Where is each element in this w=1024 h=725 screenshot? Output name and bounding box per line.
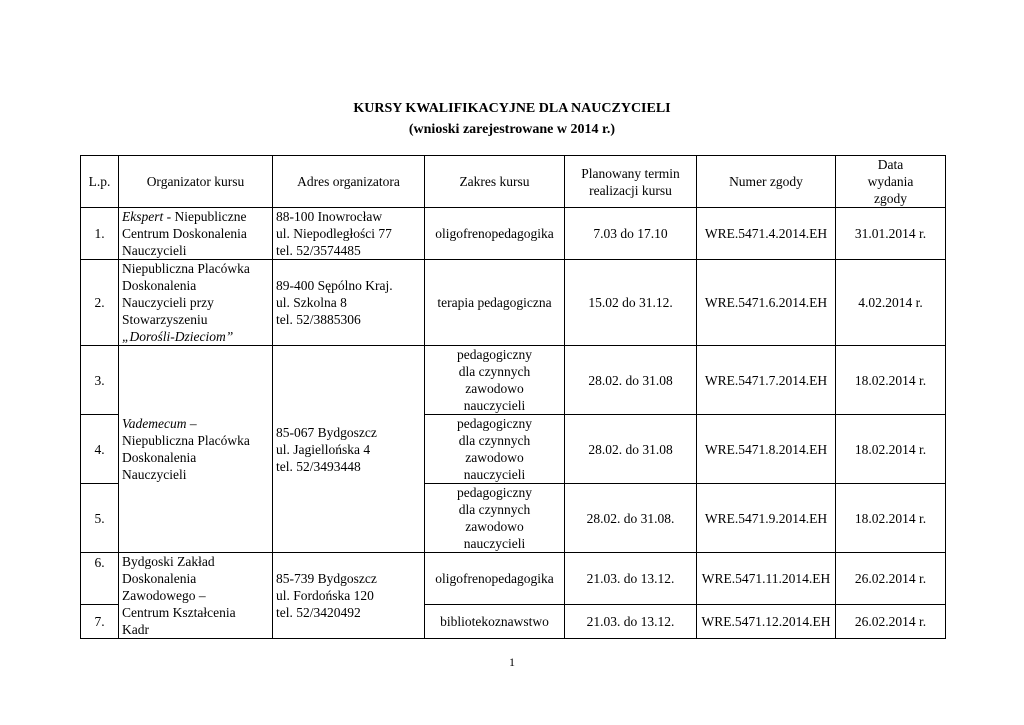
number-cell: WRE.5471.6.2014.EH (697, 260, 836, 346)
address-cell (273, 346, 425, 553)
number-cell: WRE.5471.12.2014.EH (697, 604, 836, 638)
scope-cell: terapia pedagogiczna (425, 260, 565, 346)
date-cell: 4.02.2014 r. (836, 260, 946, 346)
term-cell: 7.03 do 17.10 (565, 208, 697, 260)
scope-cell: bibliotekoznawstwo (425, 604, 565, 638)
header-date (836, 156, 946, 208)
header-organizer: Organizator kursu (119, 156, 273, 208)
organizer-rest: – (186, 416, 197, 431)
table-row (81, 346, 946, 415)
document-subtitle: (wnioski zarejestrowane w 2014 r.) (408, 122, 616, 137)
address-line: tel. 52/3885306 (276, 312, 361, 327)
organizer-italic: Ekspert (122, 209, 164, 224)
organizer-line: Centrum Kształcenia (122, 605, 236, 620)
page-number: 1 (509, 655, 515, 669)
scope-line: zawodowo (465, 450, 524, 465)
header-number: Numer zgody (697, 156, 836, 208)
organizer-line: Centrum Doskonalenia (122, 226, 247, 241)
scope-line: pedagogiczny (457, 347, 532, 362)
scope-line: pedagogiczny (457, 416, 532, 431)
header-date-line2: wydania (867, 174, 914, 189)
term-cell: 28.02. do 31.08 (565, 346, 697, 415)
row-lp: 4. (81, 415, 119, 484)
scope-line: dla czynnych (458, 433, 531, 448)
document-title: KURSY KWALIFIKACYJNE DLA NAUCZYCIELI (353, 101, 671, 116)
row-lp: 2. (81, 260, 119, 346)
row-lp: 1. (81, 208, 119, 260)
term-cell: 21.03. do 13.12. (565, 604, 697, 638)
header-address: Adres organizatora (273, 156, 425, 208)
row-lp: 5. (81, 484, 119, 553)
address-line: ul. Jagiellońska 4 (276, 441, 371, 457)
address-line: 85-739 Bydgoszcz (276, 571, 377, 586)
term-cell: 21.03. do 13.12. (565, 553, 697, 605)
scope-line: nauczycieli (463, 536, 526, 551)
address-cell (273, 553, 425, 639)
term-cell: 28.02. do 31.08. (565, 484, 697, 553)
number-cell: WRE.5471.7.2014.EH (697, 346, 836, 415)
address-line: 88-100 Inowrocław (276, 209, 383, 224)
date-cell: 31.01.2014 r. (836, 208, 946, 260)
address-line: tel. 52/3493448 (276, 458, 361, 474)
scope-cell (425, 415, 565, 484)
number-cell: WRE.5471.9.2014.EH (697, 484, 836, 553)
organizer-line: Kadr (122, 622, 149, 637)
header-term-line1: Planowany termin (581, 165, 680, 181)
organizer-line: Nauczycieli (122, 467, 187, 482)
address-line: 89-400 Sępólno Kraj. (276, 278, 393, 293)
date-cell: 18.02.2014 r. (836, 484, 946, 553)
address-cell (273, 260, 425, 346)
organizer-line: Stowarzyszeniu (122, 312, 208, 327)
scope-line: zawodowo (465, 519, 524, 534)
organizer-line: Nauczycieli przy (122, 295, 214, 310)
scope-line: nauczycieli (463, 467, 526, 482)
organizer-line: Doskonalenia (122, 278, 197, 293)
organizer-cell (119, 208, 273, 260)
address-line: ul. Szkolna 8 (276, 295, 347, 310)
table-header-row (81, 156, 946, 208)
table-row (81, 208, 946, 260)
date-cell: 26.02.2014 r. (836, 553, 946, 605)
address-line: tel. 52/3420492 (276, 605, 361, 620)
number-cell: WRE.5471.8.2014.EH (697, 415, 836, 484)
organizer-rest: - Niepubliczne (163, 209, 247, 224)
header-lp: L.p. (81, 156, 119, 208)
scope-cell: oligofrenopedagogika (425, 553, 565, 605)
organizer-cell (119, 346, 273, 553)
organizer-line: Zawodowego – (122, 588, 206, 603)
header-term-line2: realizacji kursu (589, 182, 672, 198)
scope-line: pedagogiczny (457, 485, 532, 500)
scope-line: dla czynnych (458, 502, 531, 517)
organizer-line: Niepubliczna Placówka (122, 261, 250, 276)
organizer-line: Nauczycieli (122, 243, 187, 258)
header-date-line3: zgody (874, 191, 907, 206)
courses-table (80, 155, 946, 639)
header-scope: Zakres kursu (425, 156, 565, 208)
date-cell: 26.02.2014 r. (836, 604, 946, 638)
scope-cell (425, 484, 565, 553)
header-term (565, 156, 697, 208)
number-cell: WRE.5471.4.2014.EH (697, 208, 836, 260)
term-cell: 15.02 do 31.12. (565, 260, 697, 346)
row-lp: 7. (81, 604, 119, 638)
address-line: ul. Niepodległości 77 (276, 226, 392, 241)
scope-cell: oligofrenopedagogika (425, 208, 565, 260)
organizer-line: Doskonalenia (122, 571, 197, 586)
row-lp: 6. (81, 553, 119, 605)
term-cell: 28.02. do 31.08 (565, 415, 697, 484)
organizer-cell (119, 260, 273, 346)
organizer-italic: Vademecum (122, 416, 187, 431)
table-row (81, 260, 946, 346)
date-cell: 18.02.2014 r. (836, 346, 946, 415)
address-line: 85-067 Bydgoszcz (276, 424, 377, 440)
scope-line: dla czynnych (458, 364, 531, 379)
address-line: tel. 52/3574485 (276, 243, 361, 258)
header-date-line1: Data (877, 157, 904, 172)
number-cell: WRE.5471.11.2014.EH (697, 553, 836, 605)
row-lp: 3. (81, 346, 119, 415)
date-cell: 18.02.2014 r. (836, 415, 946, 484)
address-cell (273, 208, 425, 260)
address-line: ul. Fordońska 120 (276, 588, 374, 603)
scope-line: zawodowo (465, 381, 524, 396)
organizer-line: Doskonalenia (122, 450, 197, 465)
scope-cell (425, 346, 565, 415)
organizer-cell (119, 553, 273, 639)
organizer-line: Niepubliczna Placówka (122, 433, 250, 448)
organizer-italic: „Dorośli-Dzieciom” (122, 329, 234, 344)
table-row (81, 553, 946, 605)
scope-line: nauczycieli (463, 398, 526, 413)
organizer-line: Bydgoski Zakład (122, 554, 215, 569)
